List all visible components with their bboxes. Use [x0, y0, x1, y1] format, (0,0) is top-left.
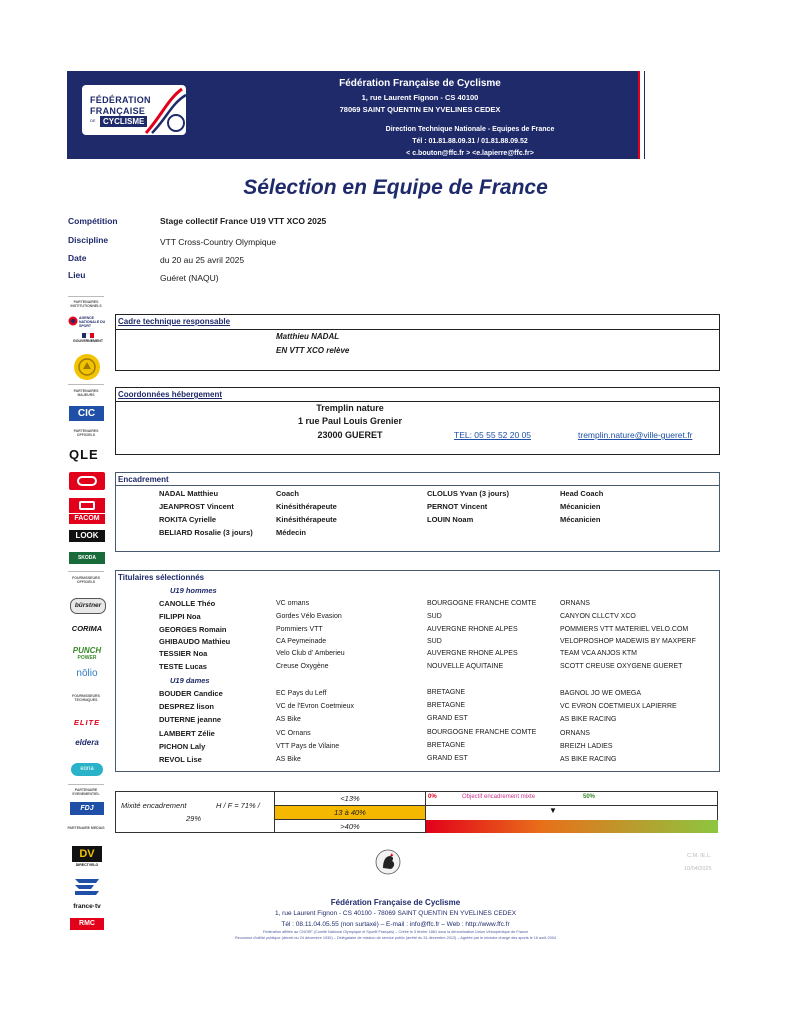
athlete-club: EC Pays du Leff — [276, 690, 327, 697]
logo-text-federation: FÉDÉRATION — [90, 95, 151, 105]
athlete-club: Gordes Vélo Evasion — [276, 613, 342, 620]
athlete-club: VC de l'Evron Coetmieux — [276, 703, 354, 710]
encadrement-left-name: BELIARD Rosalie (3 jours) — [159, 528, 253, 537]
athlete-team: BAGNOL JO WE OMEGA — [560, 690, 642, 697]
hebergement-tel-link[interactable]: TEL: 05 55 52 20 05 — [454, 430, 532, 440]
encadrement-right-role: Head Coach — [560, 489, 604, 498]
facom-logo-text: FACOM — [69, 514, 105, 524]
mixite-ratio: H / F = 71% / — [216, 801, 260, 810]
mixite-row-mid: 13 à 40% — [275, 806, 425, 819]
gauge-gradient-bar — [426, 820, 718, 833]
athlete-region: BRETAGNE — [427, 689, 465, 696]
discipline-label: Discipline — [68, 235, 109, 245]
facom-logo-icon — [69, 498, 105, 513]
sponsor-caption-evenementiel: PARTENAIRE EVENEMENTIEL — [72, 788, 100, 796]
sponsor-divider — [68, 571, 104, 572]
eona-logo: eona — [71, 763, 103, 776]
francetv-logo: france·tv — [73, 903, 101, 910]
athlete-team: ORNANS — [560, 600, 590, 607]
hebergement-city: 23000 GUERET — [317, 430, 383, 440]
athlete-region: BOURGOGNE FRANCHE COMTE — [427, 729, 537, 736]
date-label: Date — [68, 253, 87, 263]
athlete-team: CANYON CLLCTV XCO — [560, 613, 636, 620]
sponsor-caption-medias: PARTENAIRE MEDIAS — [67, 826, 105, 830]
sponsor-divider — [68, 296, 104, 297]
punch-logo: PUNCH — [72, 646, 102, 655]
footer-contact[interactable]: Tél : 08.11.04.05.55 (non surtaxé) – E-mail : info@ffc.fr – Web : http://www.ffc.fr — [281, 921, 510, 928]
athlete-club: VC ornans — [276, 600, 310, 607]
encadrement-right-role: Mécanicien — [560, 502, 601, 511]
sponsor-divider — [68, 384, 104, 385]
competition-label: Compétition — [68, 216, 118, 226]
athlete-region: AUVERGNE RHONE ALPES — [427, 650, 518, 657]
encadrement-right-name: PERNOT Vincent — [427, 502, 488, 511]
athlete-region: BRETAGNE — [427, 702, 465, 709]
athlete-name: FILIPPI Noa — [159, 612, 201, 621]
header-direction: Direction Technique Nationale - Equipes de France — [385, 126, 555, 133]
mixite-row-high: >40% — [340, 822, 360, 831]
gouvernement-logo — [70, 333, 106, 347]
cadre-technique-divider — [115, 329, 719, 330]
footer-legal-2: Reconnue d'utilité publique (décret du 24 décembre 1930) – Délégataire de mission de service public (arrêté du 31 décembre 2012) – Agréée par le ministre chargé des sports le 16 août 2004 — [235, 936, 556, 940]
gauge-marker-icon: ▼ — [549, 806, 557, 815]
lieu-label: Lieu — [68, 270, 86, 280]
logo-text-cyclisme: CYCLISME — [100, 116, 147, 127]
athlete-name: GEORGES Romain — [159, 625, 227, 634]
cic-logo: CIC — [69, 406, 104, 421]
gauge-start-label: 0% — [428, 794, 437, 800]
athlete-club: Velo Club d' Amberieu — [276, 650, 345, 657]
mixite-label: Mixité encadrement — [121, 801, 187, 810]
hebergement-name: Tremplin nature — [316, 403, 384, 413]
date-value: du 20 au 25 avril 2025 — [160, 255, 245, 265]
encadrement-divider — [115, 485, 719, 486]
header-org: Fédération Française de Cyclisme — [339, 78, 501, 89]
hebergement-title: Coordonnées hébergement — [118, 390, 223, 399]
encadrement-right-name: LOUIN Noam — [427, 515, 474, 524]
gouvernement-logo-text: GOUVERNEMENT — [73, 339, 103, 343]
rmc-logo: RMC — [70, 918, 104, 930]
hebergement-divider — [115, 401, 719, 402]
athlete-team: AS BIKE RACING — [560, 756, 617, 763]
header-address2: 78069 SAINT QUENTIN EN YVELINES CEDEX — [339, 105, 501, 114]
athlete-name: DESPREZ lison — [159, 702, 215, 711]
athlete-name: PICHON Laly — [159, 742, 206, 751]
athlete-region: BOURGOGNE FRANCHE COMTE — [427, 600, 537, 607]
encadrement-box — [115, 472, 720, 552]
ale-logo: QLE — [69, 447, 99, 462]
encadrement-left-name: ROKITA Cyrielle — [159, 515, 217, 524]
directvelo-logo: DV — [72, 846, 102, 862]
athlete-club: Creuse Oxygène — [276, 663, 329, 670]
encadrement-left-role: Coach — [276, 489, 299, 498]
ans-logo — [68, 314, 106, 328]
athlete-name: TESSIER Noa — [159, 649, 208, 658]
footer-legal-1: Fédération affiliée au CNOSF (Comité National Olympique et Sportif Français) – Créée le 3 février 1881 sous la dénomination Union Vélocipédique de France — [262, 930, 529, 934]
athlete-name: BOUDER Candice — [159, 689, 223, 698]
header-address1: 1, rue Laurent Fignon - CS 40100 — [361, 93, 479, 102]
header-phone: Tél : 01.81.88.09.31 / 01.81.88.09.52 — [412, 138, 528, 145]
athlete-team: ORNANS — [560, 730, 590, 737]
athlete-club: VTT Pays de Vilaine — [276, 743, 340, 750]
rooster-icon — [374, 848, 402, 876]
mixite-ratio-female: 29% — [186, 814, 202, 823]
athlete-region: BRETAGNE — [427, 742, 465, 749]
cadre-technique-role: EN VTT XCO relève — [276, 346, 350, 355]
athlete-team: VELOPROSHOP MADEWIS BY MAXPERF — [560, 638, 696, 645]
ffc-logo — [82, 85, 186, 135]
burstner-logo: bürstner — [70, 598, 106, 614]
hebergement-email-link[interactable]: tremplin.nature@ville-gueret.fr — [578, 430, 693, 440]
directvelo-logo-text: DIRECTVELO — [75, 863, 99, 867]
elite-logo: ELITE — [73, 718, 101, 727]
athlete-team: BREIZH LADIES — [560, 743, 613, 750]
athlete-region: GRAND EST — [427, 755, 468, 762]
titulaires-title: Titulaires sélectionnés — [118, 573, 205, 582]
athlete-region: GRAND EST — [427, 715, 468, 722]
athlete-team: POMMIERS VTT MATERIEL VELO.COM — [560, 626, 689, 633]
athlete-team: VC EVRON COETMIEUX LAPIERRE — [560, 703, 677, 710]
u19-dames-label: U19 dames — [170, 676, 210, 685]
u19-hommes-label: U19 hommes — [170, 586, 217, 595]
athlete-name: DUTERNE jeanne — [159, 715, 222, 724]
mixite-row-low: <13% — [340, 794, 360, 803]
hebergement-street: 1 rue Paul Louis Grenier — [297, 416, 403, 426]
skoda-logo: SKODA — [69, 552, 105, 564]
athlete-region: SUD — [427, 638, 442, 645]
mixite-gauge-divider — [425, 805, 718, 806]
athlete-name: GHIBAUDO Mathieu — [159, 637, 231, 646]
fdj-logo: FDJ — [70, 802, 104, 815]
encadrement-left-role: Kinésithérapeute — [276, 515, 337, 524]
encadrement-right-role: Mécanicien — [560, 515, 601, 524]
header-emails: < c.bouton@ffc.fr > <e.lapierre@ffc.fr> — [406, 150, 534, 157]
athlete-name: TESTE Lucas — [159, 662, 207, 671]
sponsor-caption-fournisseurs: FOURNISSEURS OFFICIELS — [72, 576, 100, 584]
nolio-logo: nōlio — [76, 668, 98, 679]
athlete-region: AUVERGNE RHONE ALPES — [427, 626, 518, 633]
cadre-technique-title: Cadre technique responsable — [118, 317, 231, 326]
ffc-logo-swoosh-icon — [142, 85, 186, 135]
athlete-club: AS Bike — [276, 716, 301, 723]
athlete-name: CANOLLE Théo — [159, 599, 216, 608]
competition-value: Stage collectif France U19 VTT XCO 2025 — [160, 216, 327, 226]
athlete-region: SUD — [427, 613, 442, 620]
athlete-region: NOUVELLE AQUITAINE — [427, 663, 504, 670]
logo-text-francaise: FRANÇAISE — [90, 106, 146, 116]
gauge-objective-label: Objectif encadrement mixte — [462, 794, 536, 800]
athlete-club: VC Ornans — [276, 730, 311, 737]
encadrement-title: Encadrement — [118, 475, 169, 484]
sponsor-caption-majeurs: PARTENAIRES MAJEURS — [73, 389, 99, 397]
sponsor-caption-officiels: PARTENAIRES OFFICIELS — [73, 429, 99, 437]
punch-logo-sub: POWER — [77, 655, 97, 661]
athlete-club: AS Bike — [276, 756, 301, 763]
athlete-name: LAMBERT Zélie — [159, 729, 215, 738]
eldera-logo: eldera — [75, 738, 99, 747]
sponsor-divider — [68, 784, 104, 785]
sponsor-caption-techniques: FOURNISSEURS TECHNIQUES — [72, 694, 100, 702]
header-flag-stripe — [638, 71, 644, 159]
corima-logo: CORIMA — [71, 624, 103, 633]
encadrement-left-name: NADAL Matthieu — [159, 489, 219, 498]
athlete-team: TEAM VCA ANJOS KTM — [560, 650, 638, 657]
equipe-logo-icon — [72, 876, 102, 896]
logo-text-de: DE — [90, 118, 96, 123]
encadrement-left-role: Médecin — [276, 528, 307, 537]
athlete-team: SCOTT CREUSE OXYGENE GUERET — [560, 663, 683, 670]
athlete-name: REVOL Lise — [159, 755, 202, 764]
encadrement-left-role: Kinésithérapeute — [276, 502, 337, 511]
cadre-technique-name: Matthieu NADAL — [276, 332, 340, 341]
athlete-club: CA Peymeinade — [276, 638, 327, 645]
gauge-target-label: 50% — [583, 794, 596, 800]
encadrement-left-name: JEANPROST Vincent — [159, 502, 234, 511]
athlete-team: AS BIKE RACING — [560, 716, 617, 723]
sponsor-caption-institutionnels: PARTENAIRES INSTITUTIONNELS — [70, 300, 102, 308]
ole-logo-icon — [69, 472, 105, 490]
footer-address: 1, rue Laurent Fignon - CS 40100 - 78069 SAINT QUENTIN EN YVELINES CEDEX — [274, 910, 517, 917]
ans-logo-icon — [68, 315, 78, 327]
ans-logo-text: AGENCE NATIONALE DU SPORT — [79, 316, 106, 328]
lieu-value: Guéret (NAQU) — [160, 273, 219, 283]
athlete-club: Pommiers VTT — [276, 626, 323, 633]
look-logo: LOOK — [69, 530, 105, 542]
stamp-date: 10/04/2025 — [684, 866, 712, 872]
sports-emblem-icon — [74, 354, 100, 380]
discipline-value: VTT Cross-Country Olympique — [160, 237, 277, 247]
stamp-initials: C.M. /E.L. — [687, 853, 712, 859]
encadrement-right-name: CLOLUS Yvan (3 jours) — [427, 489, 509, 498]
footer-org: Fédération Française de Cyclisme — [330, 898, 461, 907]
page-title: Sélection en Equipe de France — [243, 176, 548, 199]
